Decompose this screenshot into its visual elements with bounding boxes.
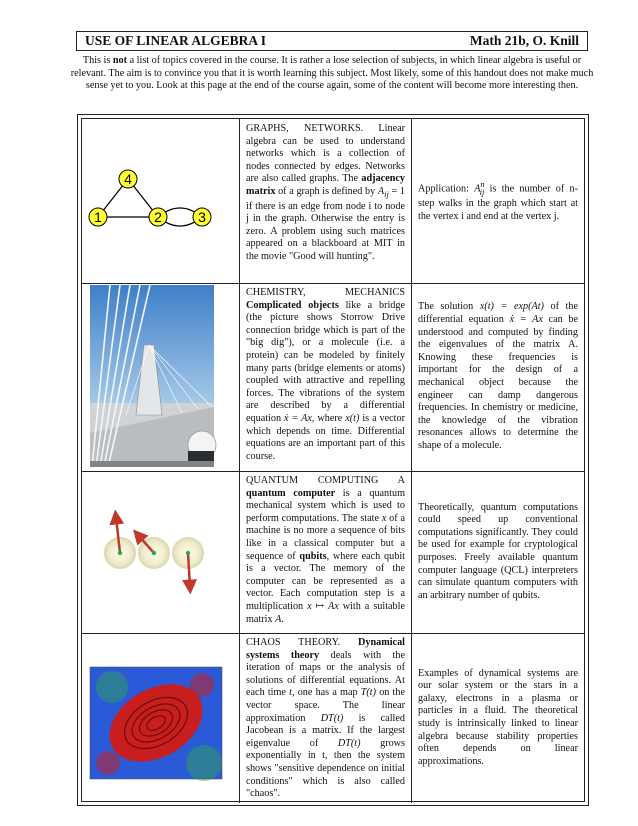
chemistry-application: The solution x(t) = exp(At) of the differential equation ẋ = Ax can be understood and computed by finding the eigenvalues of the matrix A. Knowing these frequencies is important for the design of a mechanical object because the engineer can damp dangerous frequencies. In chemistry or medicine, the knowledge of the vibration resonances allows to determine the shape of a molecule.	[418, 301, 578, 451]
page-title: USE OF LINEAR ALGEBRA I	[85, 33, 267, 48]
qubit	[104, 517, 136, 569]
graph-node	[193, 208, 211, 226]
topics-table	[77, 114, 589, 806]
bridge-photo	[82, 283, 240, 471]
table-row	[82, 471, 584, 634]
page-header	[76, 31, 588, 51]
qubit	[172, 537, 204, 587]
course-label: Math 21b, O. Knill	[469, 33, 579, 48]
svg-text:3: 3	[198, 209, 206, 225]
table-row	[82, 633, 584, 803]
chaos-figure-cell	[82, 633, 240, 803]
bridge-photo-cell	[82, 283, 240, 471]
qubit-figure	[82, 471, 240, 633]
quantum-description: QUANTUM COMPUTING A quantum computer is a quantum mechanical system which is used to perform computations. The state x of a machine is no more a sequence of bits like in a classical computer but a sequence of qubits, where each qubit is a vector. The memory of the computer can be represented as a vector. Each computation step is a multiplication x ↦ Ax with a suitable matrix A.	[240, 471, 412, 633]
graph-figure-cell	[82, 119, 240, 283]
intro-paragraph: This is not a list of topics covered in the course. It is rather a lose selection of subjects, in which linear algebra is useful or relevant. The aim is to convince you that it is worth learning this subject. Most likely, some of this handout does not make much sense yet to you. Look at this page at the end of the course again, some of the content will become more interesting then.	[70, 55, 594, 92]
graphs-application: Application: $A^n_{ij}$ is the number of n-step walks in the graph which start at the vertex i and end at the vertex j.	[418, 179, 578, 222]
graph-node	[119, 170, 137, 188]
chaos-description: CHAOS THEORY. Dynamical systems theory deals with the iteration of maps or the analysis of solutions of differential equations. At each time t, one has a map T(t) on the vector space. The linear approximation DT(t) is called Jacobean is a matrix. If the largest eigenvalue of DT(t) grows exponentially in t, then the system shows "sensitive dependence on initial conditions" which is also called "chaos".	[240, 633, 412, 803]
chaos-application: Examples of dynamical systems are our solar system or the stars in a galaxy, electrons in a plasma or particles in a fluid. The theoretical study is intrinsically linked to linear algebra because stability properties often depends on linear approximations.	[418, 667, 578, 767]
graph-node	[149, 208, 167, 226]
chemistry-description: CHEMISTRY, MECHANICS Complicated objects like a bridge (the picture shows Storrow Drive connection bridge which is part of the "big dig"), or a molecule (i.e. a protein) can be modeled by finitely many parts (bridge elements or atoms) coupled with attractive and repelling forces. The vibrations of the system are described by a differential equation ẋ = Ax, where x(t) is a vector which depends on time. Differential equations are an important part of this course.	[240, 283, 412, 471]
qubit	[138, 535, 170, 569]
chaos-figure	[82, 633, 240, 803]
svg-text:1: 1	[94, 209, 102, 225]
table-row	[82, 119, 584, 284]
svg-text:2: 2	[154, 209, 162, 225]
graphs-description: GRAPHS, NETWORKS. Linear algebra can be used to understand networks which is a collection of nodes connected by edges. Networks are also called graphs. The adjacency matrix of a graph is defined by $A_{ij} = 1$ if there is an edge from node i to node j in the graph. Otherwise the entry is zero. A problem using such matrices appeared on a blackboard at MIT in the movie "Good will hunting".	[240, 119, 412, 283]
qubit-figure-cell	[82, 471, 240, 633]
graph-diagram	[82, 119, 240, 283]
quantum-application: Theoretically, quantum computations could speed up conventional computations significantly. They could be used for example for cryptological purposes. Freely available quantum computer language (QCL) interpreters can simulate quantum computers with an arbitrary number of qubits.	[418, 501, 578, 601]
svg-text:4: 4	[124, 171, 132, 187]
graph-node	[89, 208, 107, 226]
table-row	[82, 283, 584, 472]
